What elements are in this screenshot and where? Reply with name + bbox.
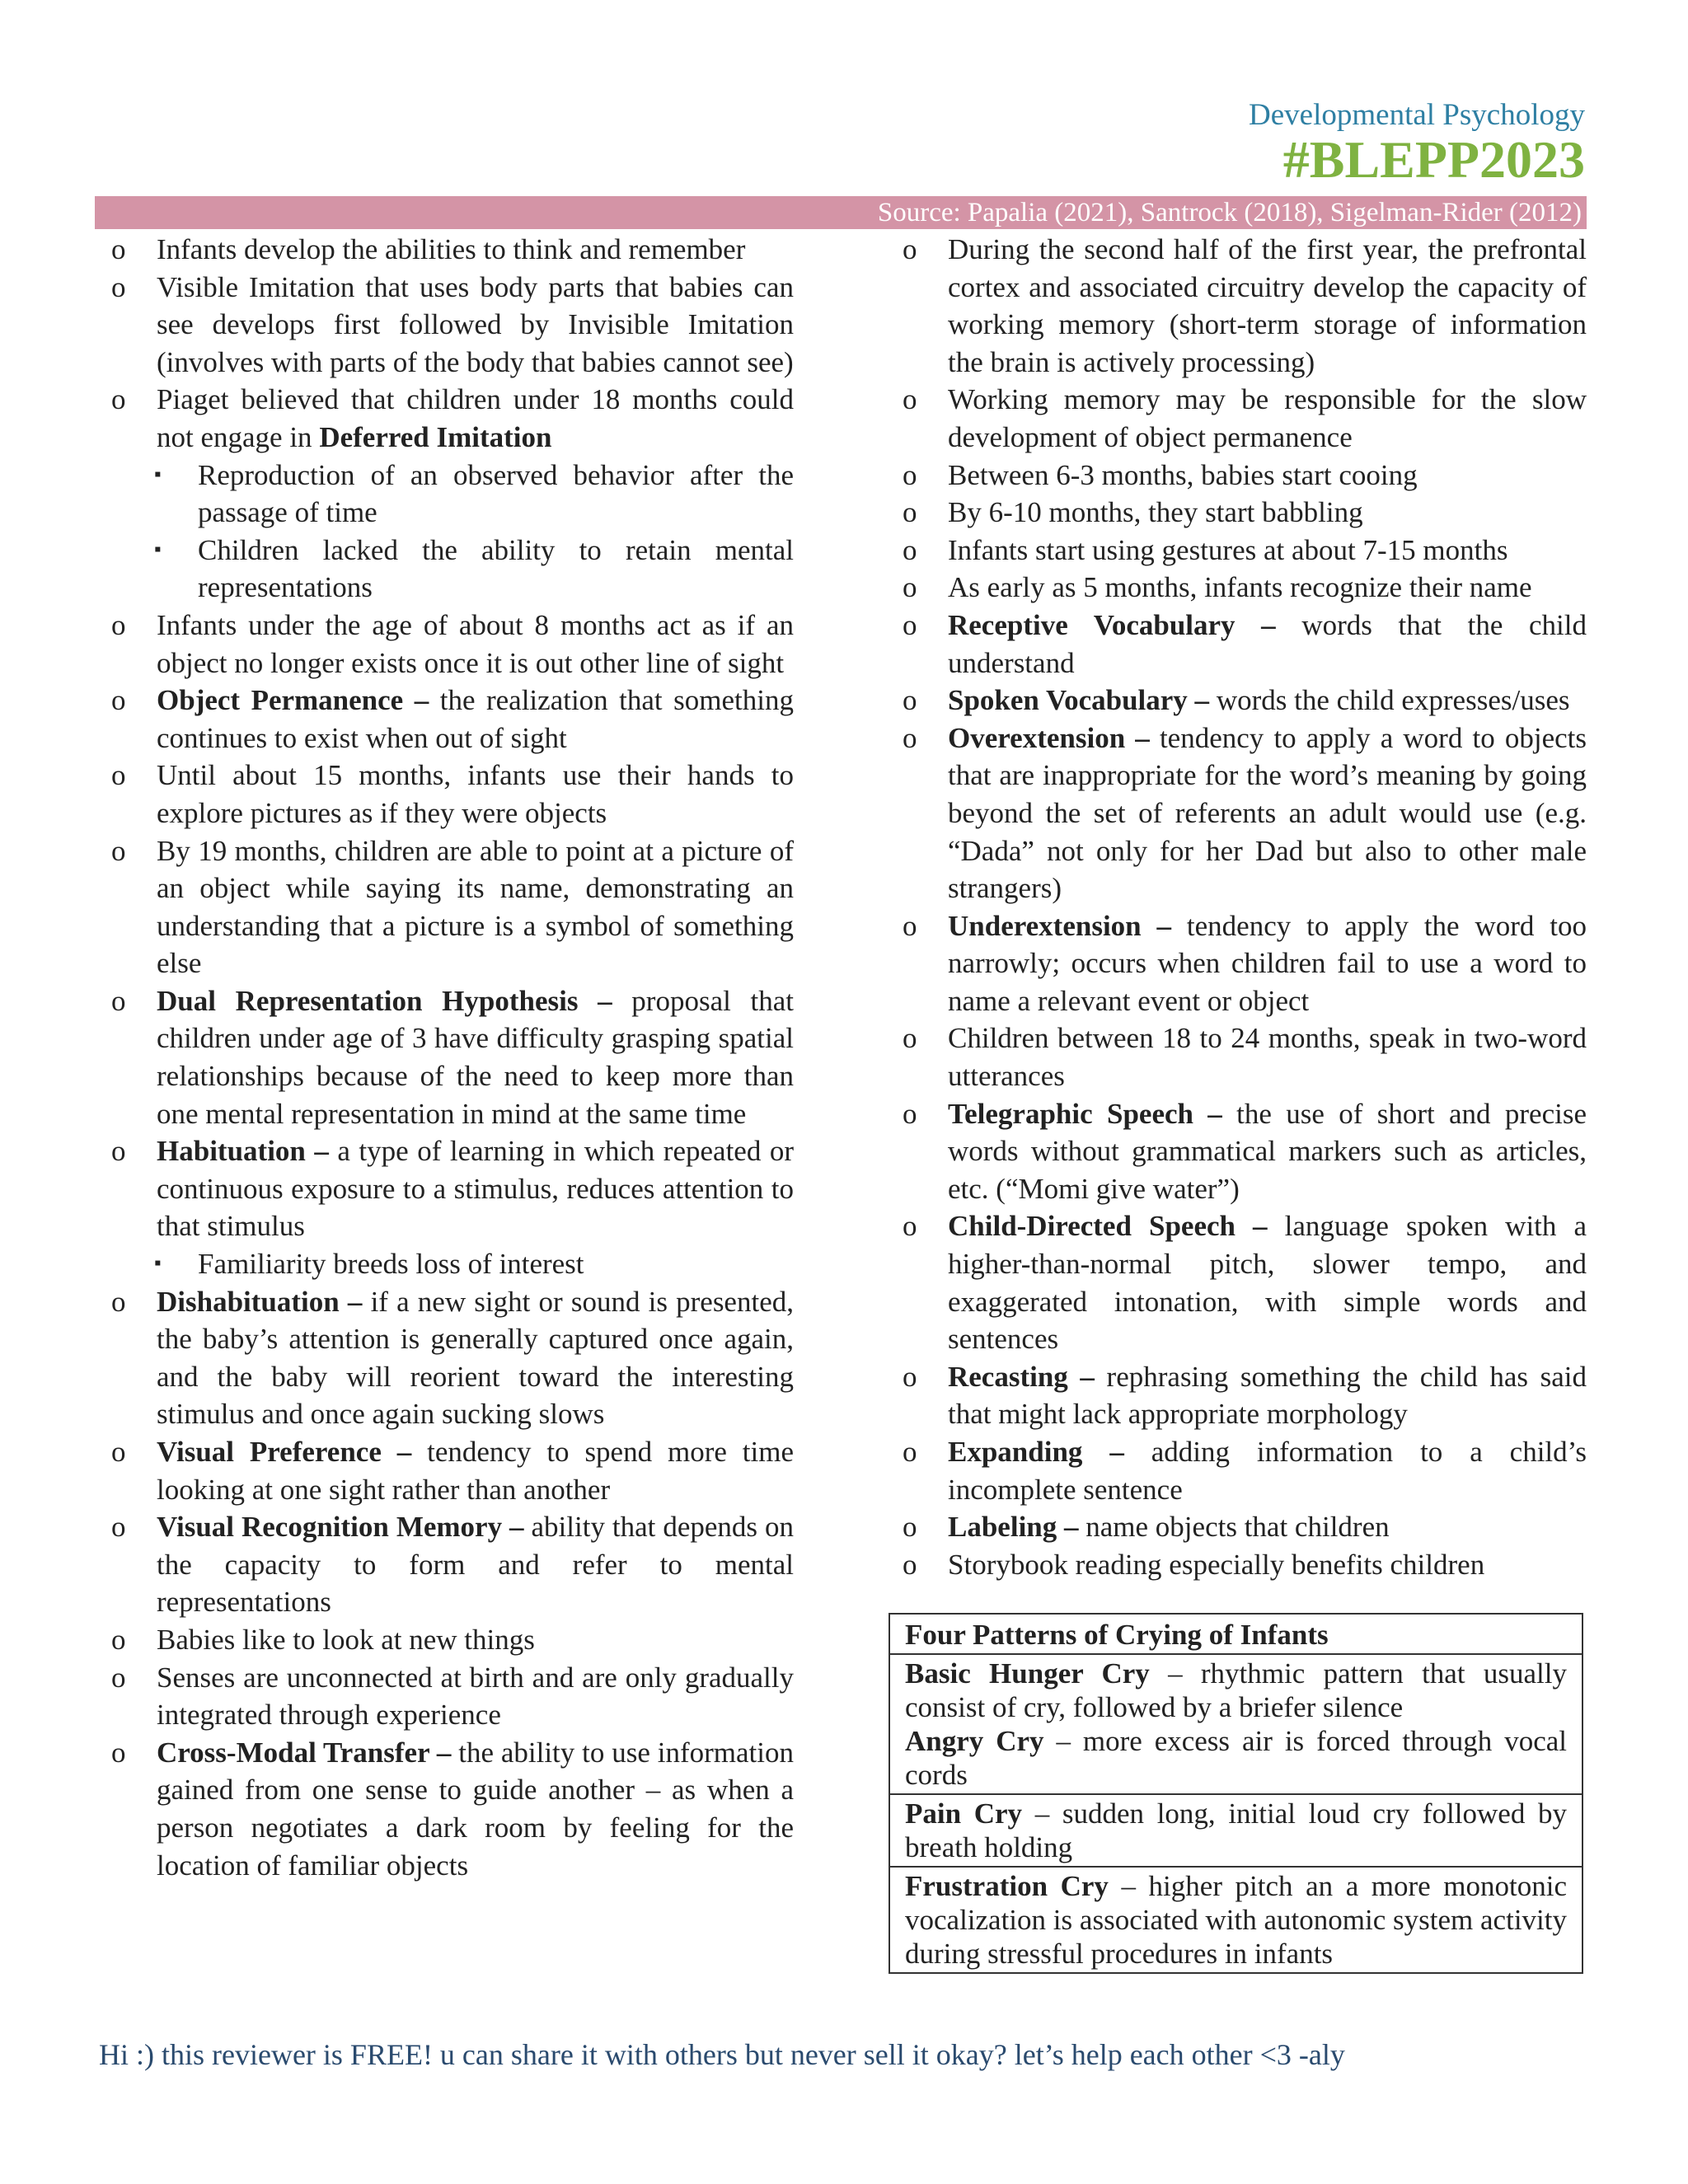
item-text: Working memory may be responsible for the slow development of object permanence <box>948 383 1587 453</box>
item-term: Visual Preference – <box>157 1436 412 1468</box>
item-text: language spoken with a higher-than-normal pitch, slower tempo, and exaggerated intonation, with simple words and sentences <box>948 1210 1587 1356</box>
bullet-item <box>886 1019 1587 1094</box>
table-cell <box>889 1794 1582 1867</box>
item-term: Deferred Imitation <box>319 420 552 453</box>
item-text: Infants start using gestures at about 7-15 months <box>948 533 1508 566</box>
circle-bullet-icon: o <box>903 721 917 754</box>
bullet-item <box>95 682 794 757</box>
right-column <box>886 231 1587 1583</box>
circle-bullet-icon: o <box>903 1022 917 1055</box>
bullet-item <box>95 381 794 456</box>
item-term: Overextension – <box>948 721 1150 754</box>
bullet-item <box>95 1283 794 1433</box>
circle-bullet-icon: o <box>903 608 917 641</box>
circle-bullet-icon: o <box>111 233 126 265</box>
bullet-item <box>886 532 1587 569</box>
bullet-item <box>886 1433 1587 1508</box>
circle-bullet-icon: o <box>111 759 126 792</box>
circle-bullet-icon: o <box>111 1736 126 1769</box>
circle-bullet-icon: o <box>903 1210 917 1243</box>
item-term: Cross-Modal Transfer – <box>157 1736 452 1769</box>
item-text: ability that depends on the capacity to form and refer to mental representations <box>157 1511 794 1619</box>
bullet-item <box>95 757 794 832</box>
circle-bullet-icon: o <box>111 608 126 641</box>
bullet-item <box>95 1132 794 1245</box>
circle-bullet-icon: o <box>111 684 126 717</box>
item-text: Piaget believed that children under 18 months could not engage in <box>157 383 794 453</box>
bullet-item <box>886 1095 1587 1208</box>
bullet-item <box>886 1508 1587 1546</box>
item-text: Visible Imitation that uses body parts that babies can see develops first followed by Invisible Imitation (involves with parts of the body that babies cannot see) <box>157 270 794 378</box>
circle-bullet-icon: o <box>111 383 126 416</box>
circle-bullet-icon: o <box>111 984 126 1017</box>
circle-bullet-icon: o <box>903 1360 917 1393</box>
circle-bullet-icon: o <box>111 1135 126 1168</box>
header-subject: Developmental Psychology <box>1249 98 1585 132</box>
right-bullet-list <box>886 231 1587 1583</box>
circle-bullet-icon: o <box>903 909 917 942</box>
item-term: Visual Recognition Memory – <box>157 1511 524 1544</box>
item-text: Senses are unconnected at birth and are only gradually integrated through experience <box>157 1661 794 1732</box>
item-term: Child-Directed Speech – <box>948 1210 1268 1243</box>
circle-bullet-icon: o <box>903 233 917 265</box>
cry-pattern-name: Angry Cry <box>905 1725 1044 1757</box>
item-text: words the child expresses/uses <box>1209 684 1570 717</box>
item-text: During the second half of the first year, the prefrontal cortex and associated circuitry develop the capacity of working memory (short-term storage of information the brain is actively processing) <box>948 233 1587 378</box>
item-term: Object Permanence – <box>157 684 429 717</box>
item-term: Receptive Vocabulary – <box>948 608 1276 641</box>
circle-bullet-icon: o <box>111 1661 126 1694</box>
item-text: By 6-10 months, they start babbling <box>948 496 1363 529</box>
left-bullet-list <box>95 231 794 1884</box>
bullet-item <box>886 1207 1587 1357</box>
bullet-item <box>886 457 1587 494</box>
bullet-item <box>886 1358 1587 1433</box>
cry-pattern-description: – higher pitch an a more monotonic vocalization is associated with autonomic system activity during stressful procedures in infants <box>905 1870 1567 1970</box>
circle-bullet-icon: o <box>111 834 126 867</box>
circle-bullet-icon: o <box>903 383 917 416</box>
bullet-item <box>95 1621 794 1659</box>
circle-bullet-icon: o <box>903 1548 917 1581</box>
bullet-item <box>886 1546 1587 1584</box>
table-cell <box>889 1654 1582 1794</box>
bullet-item <box>95 1433 794 1508</box>
square-bullet-icon: ▪ <box>154 1253 162 1275</box>
cry-pattern-name: Basic Hunger Cry <box>905 1657 1150 1690</box>
bullet-item <box>95 832 794 982</box>
circle-bullet-icon: o <box>111 270 126 303</box>
bullet-item <box>95 982 794 1132</box>
bullet-item <box>886 494 1587 532</box>
item-text: rephrasing something the child has said that might lack appropriate morphology <box>948 1360 1587 1431</box>
item-text: if a new sight or sound is presented, the baby’s attention is generally captured once again, and the baby will reorient toward the interesting stimulus and once again sucking slows <box>157 1285 794 1431</box>
item-text: tendency to apply the word too narrowly; occurs when children fail to use a word to name a relevant event or object <box>948 909 1587 1017</box>
item-term: Habituation – <box>157 1135 329 1168</box>
item-term: Underextension – <box>948 909 1172 942</box>
item-text: Children lacked the ability to retain mental representations <box>198 533 794 604</box>
crying-patterns-table <box>889 1613 1583 1974</box>
item-text: Between 6-3 months, babies start cooing <box>948 458 1418 491</box>
bullet-item <box>886 607 1587 682</box>
item-term: Dual Representation Hypothesis – <box>157 984 612 1017</box>
cry-pattern-description: – more excess air is forced through vocal cords <box>905 1725 1567 1791</box>
item-text: Babies like to look at new things <box>157 1623 535 1656</box>
cry-pattern-name: Frustration Cry <box>905 1870 1109 1902</box>
item-term: Labeling – <box>948 1511 1079 1544</box>
cry-pattern-description: – sudden long, initial loud cry followed by breath holding <box>905 1797 1567 1863</box>
left-column <box>95 231 794 1884</box>
item-text: Reproduction of an observed behavior after the passage of time <box>198 458 794 529</box>
cry-pattern-entry <box>905 1797 1567 1864</box>
item-text: Infants under the age of about 8 months act as if an object no longer exists once it is out other line of sight <box>157 608 794 679</box>
bullet-item <box>886 231 1587 381</box>
table-header-row <box>889 1614 1582 1654</box>
item-text: Infants develop the abilities to think and remember <box>157 233 746 265</box>
bullet-item <box>95 1508 794 1621</box>
cry-pattern-name: Pain Cry <box>905 1797 1023 1830</box>
cry-pattern-entry <box>905 1657 1567 1724</box>
item-text: By 19 months, children are able to point at a picture of an object while saying its name, demonstrating an understanding that a picture is a symbol of something else <box>157 834 794 980</box>
circle-bullet-icon: o <box>111 1511 126 1544</box>
circle-bullet-icon: o <box>903 533 917 566</box>
item-term: Expanding – <box>948 1436 1124 1468</box>
bullet-item <box>886 569 1587 607</box>
circle-bullet-icon: o <box>903 1436 917 1468</box>
table-row <box>889 1794 1582 1867</box>
circle-bullet-icon: o <box>903 496 917 529</box>
footer-note: Hi :) this reviewer is FREE! u can share it with others but never sell it okay? let’s help each other <3 -aly <box>99 2038 1345 2071</box>
circle-bullet-icon: o <box>903 571 917 604</box>
circle-bullet-icon: o <box>111 1436 126 1468</box>
circle-bullet-icon: o <box>903 1511 917 1544</box>
bullet-item <box>95 1734 794 1884</box>
bullet-item <box>886 381 1587 456</box>
item-text: the use of short and precise words without grammatical markers such as articles, etc. (“Momi give water”) <box>948 1097 1587 1205</box>
item-term: Spoken Vocabulary – <box>948 684 1210 717</box>
circle-bullet-icon: o <box>903 1097 917 1130</box>
cry-pattern-description: – rhythmic pattern that usually consist of cry, followed by a briefer silence <box>905 1657 1567 1723</box>
item-text: Familiarity breeds loss of interest <box>198 1248 584 1281</box>
item-text: Children between 18 to 24 months, speak in two-word utterances <box>948 1022 1587 1093</box>
bullet-item <box>886 682 1587 719</box>
bullet-item <box>95 607 794 682</box>
item-text: Until about 15 months, infants use their hands to explore pictures as if they were objects <box>157 759 794 829</box>
item-term: Recasting – <box>948 1360 1095 1393</box>
item-term: Dishabituation – <box>157 1285 363 1318</box>
bullet-item <box>886 719 1587 907</box>
bullet-item <box>95 231 794 269</box>
bullet-item <box>95 1659 794 1734</box>
bullet-item <box>886 907 1587 1020</box>
item-text: name objects that children <box>1078 1511 1390 1544</box>
circle-bullet-icon: o <box>903 684 917 717</box>
table-title: Four Patterns of Crying of Infants <box>889 1614 1582 1654</box>
item-text: a type of learning in which repeated or continuous exposure to a stimulus, reduces attention to that stimulus <box>157 1135 794 1243</box>
square-bullet-icon: ▪ <box>154 538 162 560</box>
item-term: Telegraphic Speech – <box>948 1097 1222 1130</box>
sub-bullet-item <box>95 457 794 532</box>
table-cell <box>889 1867 1582 1973</box>
item-text: words that the child understand <box>948 608 1587 679</box>
bullet-item <box>95 269 794 382</box>
source-bar: Source: Papalia (2021), Santrock (2018), Sigelman-Rider (2012) <box>95 196 1587 229</box>
circle-bullet-icon: o <box>111 1623 126 1656</box>
cry-pattern-entry <box>905 1869 1567 1971</box>
item-text: Storybook reading especially benefits children <box>948 1548 1485 1581</box>
item-text: the ability to use information gained from one sense to guide another – as when a person negotiates a dark room by feeling for the location of familiar objects <box>157 1736 794 1882</box>
circle-bullet-icon: o <box>111 1285 126 1318</box>
header-tag: #BLEPP2023 <box>1282 130 1585 189</box>
item-text: adding information to a child’s incomplete sentence <box>948 1436 1587 1506</box>
item-text: tendency to spend more time looking at one sight rather than another <box>157 1436 794 1506</box>
sub-bullet-item <box>95 1245 794 1283</box>
item-text: the realization that something continues to exist when out of sight <box>157 684 794 754</box>
circle-bullet-icon: o <box>903 458 917 491</box>
sub-bullet-item <box>95 532 794 607</box>
table-row <box>889 1654 1582 1794</box>
table-row <box>889 1867 1582 1973</box>
item-text: As early as 5 months, infants recognize their name <box>948 571 1532 604</box>
item-text: tendency to apply a word to objects that are inappropriate for the word’s meaning by going beyond the set of referents an adult would use (e.g. “Dada” not only for her Dad but also to other male strangers) <box>948 721 1587 905</box>
item-text: proposal that children under age of 3 have difficulty grasping spatial relationships because of the need to keep more than one mental representation in mind at the same time <box>157 984 794 1130</box>
cry-pattern-entry <box>905 1724 1567 1792</box>
square-bullet-icon: ▪ <box>154 463 162 485</box>
